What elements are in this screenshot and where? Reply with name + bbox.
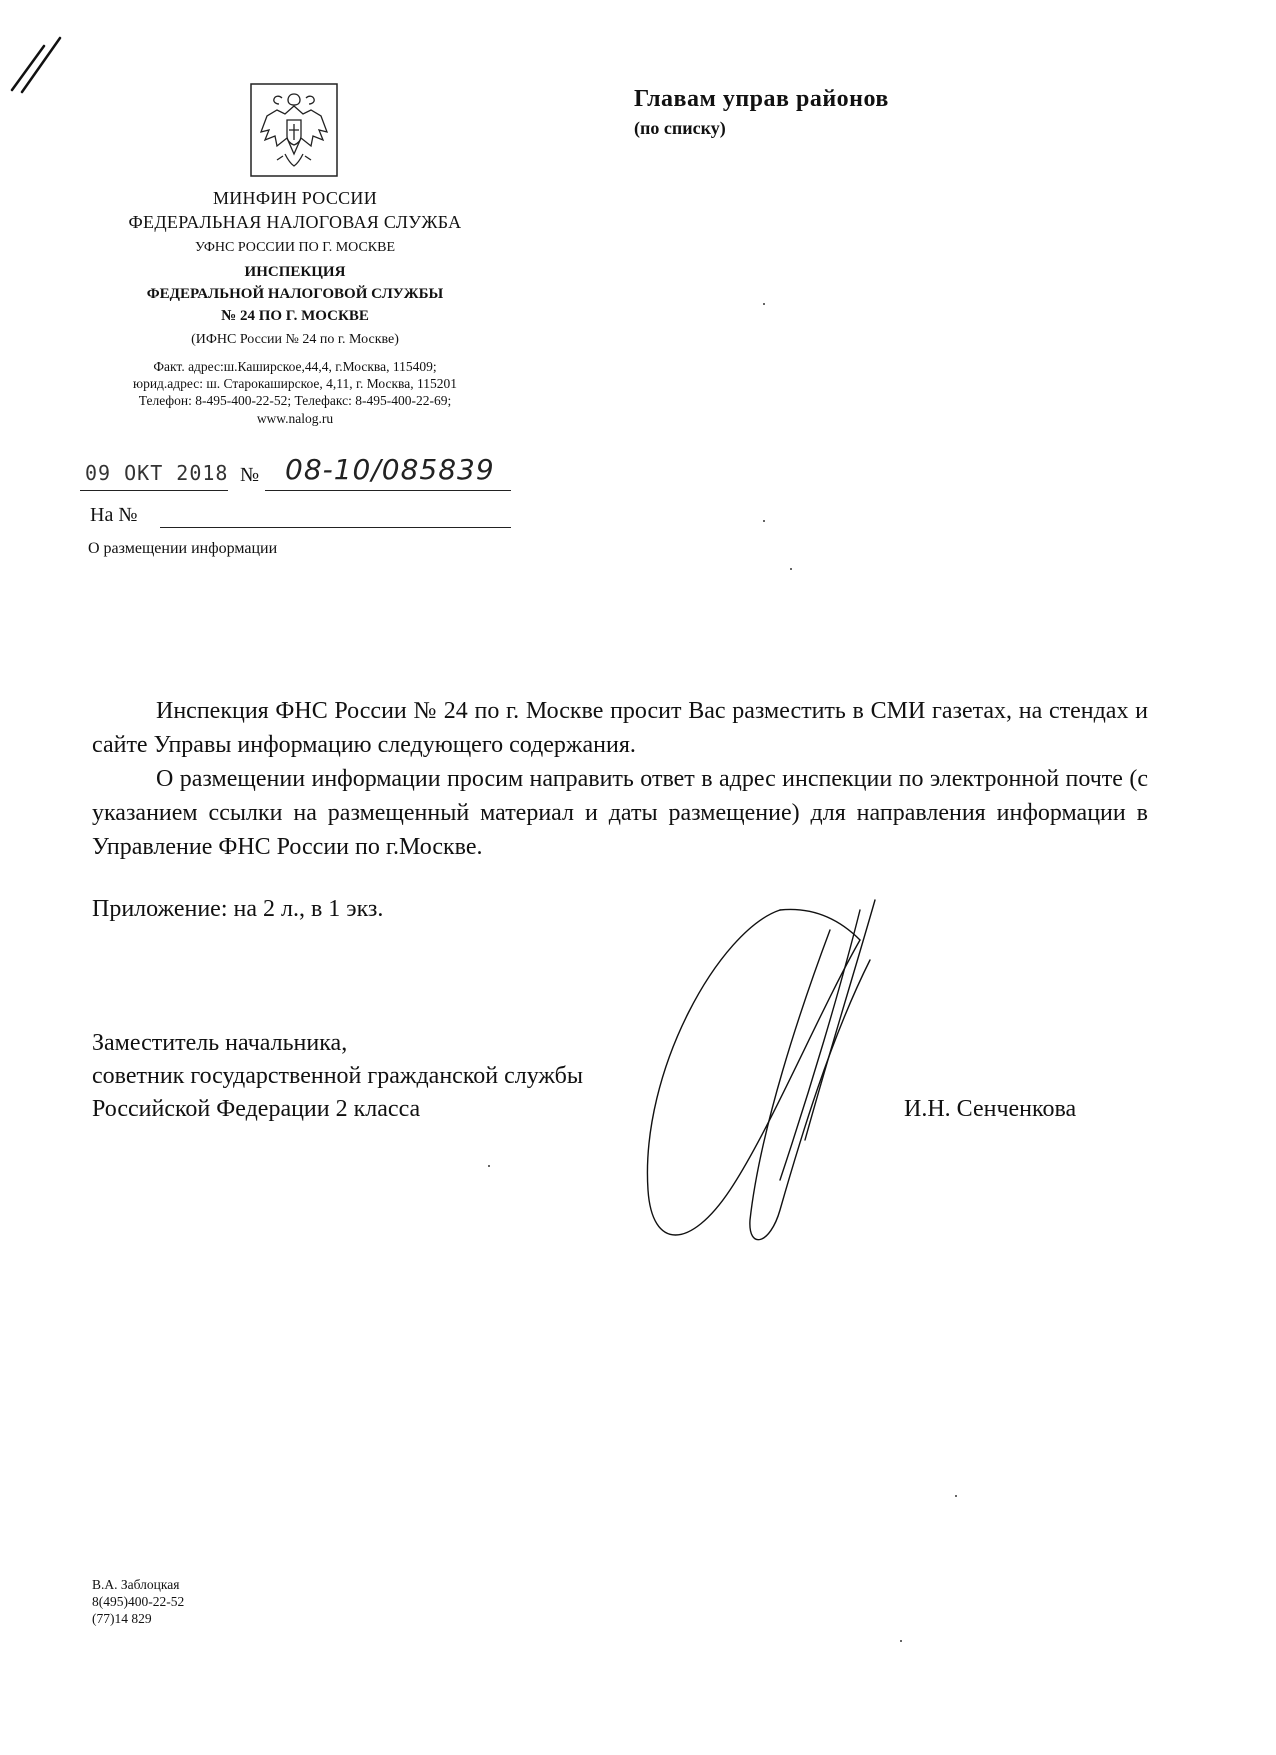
org-line-service: ФЕДЕРАЛЬНАЯ НАЛОГОВАЯ СЛУЖБА — [128, 212, 462, 232]
scan-speck — [488, 1165, 490, 1167]
letter-subject: О размещении информации — [88, 540, 278, 557]
signatory-rank: советник государственной гражданской службы — [92, 1063, 584, 1089]
scan-speck — [955, 1495, 957, 1497]
website: www.nalog.ru — [256, 411, 334, 426]
scan-speck — [763, 520, 765, 522]
registration-date-underline — [80, 490, 228, 491]
coat-of-arms-emblem — [247, 80, 341, 184]
org-line-inspection: ИНСПЕКЦИЯ — [244, 264, 346, 280]
executor-name: В.А. Заблоцкая — [92, 1577, 180, 1592]
body-paragraph-2-container — [92, 762, 1148, 864]
org-line-inspection-number: № 24 ПО Г. МОСКВЕ — [221, 308, 369, 324]
signatory-class: Российской Федерации 2 класса — [92, 1096, 421, 1122]
body-paragraph-1: Инспекция ФНС России № 24 по г. Москве просит Вас разместить в СМИ газетах, на стендах и сайте Управы информацию следующего содержания. — [92, 698, 1148, 758]
registration-number-underline — [265, 490, 511, 491]
handwritten-signature — [630, 890, 930, 1270]
scan-speck — [763, 303, 765, 305]
org-line-short-name: (ИФНС России № 24 по г. Москве) — [191, 332, 399, 347]
signatory-position: Заместитель начальника, — [92, 1030, 348, 1056]
scan-speck — [900, 1640, 902, 1642]
signatory-name: И.Н. Сенченкова — [904, 1096, 1077, 1122]
addressee-title: Главам управ районов — [634, 86, 889, 112]
org-line-inspection-service: ФЕДЕРАЛЬНОЙ НАЛОГОВОЙ СЛУЖБЫ — [146, 286, 444, 302]
handwritten-corner-mark — [0, 20, 80, 100]
registration-date-stamp: 09 ОКТ 2018 — [85, 461, 229, 485]
reply-to-label: На № — [90, 504, 138, 526]
registration-number-label: № — [240, 464, 260, 486]
reply-to-underline — [160, 527, 511, 528]
org-line-department: УФНС РОССИИ ПО Г. МОСКВЕ — [194, 240, 396, 255]
attachment-note: Приложение: на 2 л., в 1 экз. — [92, 896, 384, 922]
org-line-ministry: МИНФИН РОССИИ — [212, 188, 378, 208]
executor-phone: 8(495)400-22-52 — [92, 1594, 185, 1609]
executor-extension: (77)14 829 — [92, 1611, 152, 1626]
address-actual: Факт. адрес:ш.Каширское,44,4, г.Москва, 115409; — [153, 359, 437, 374]
registration-number: 08-10/085839 — [285, 453, 495, 486]
body-paragraph-2: О размещении информации просим направить ответ в адрес инспекции по электронной почте (с указанием ссылки на размещенный материал и даты размещение) для направления информации в Управление ФНС России по г.Москве. — [92, 766, 1148, 860]
scan-speck — [790, 568, 792, 570]
address-legal: юрид.адрес: ш. Старокаширское, 4,11, г. Москва, 115201 — [132, 376, 457, 391]
addressee-note: (по списку) — [634, 118, 726, 138]
body-paragraph-1-container — [92, 694, 1148, 762]
contact-phones: Телефон: 8-495-400-22-52; Телефакс: 8-495-400-22-69; — [138, 393, 452, 408]
